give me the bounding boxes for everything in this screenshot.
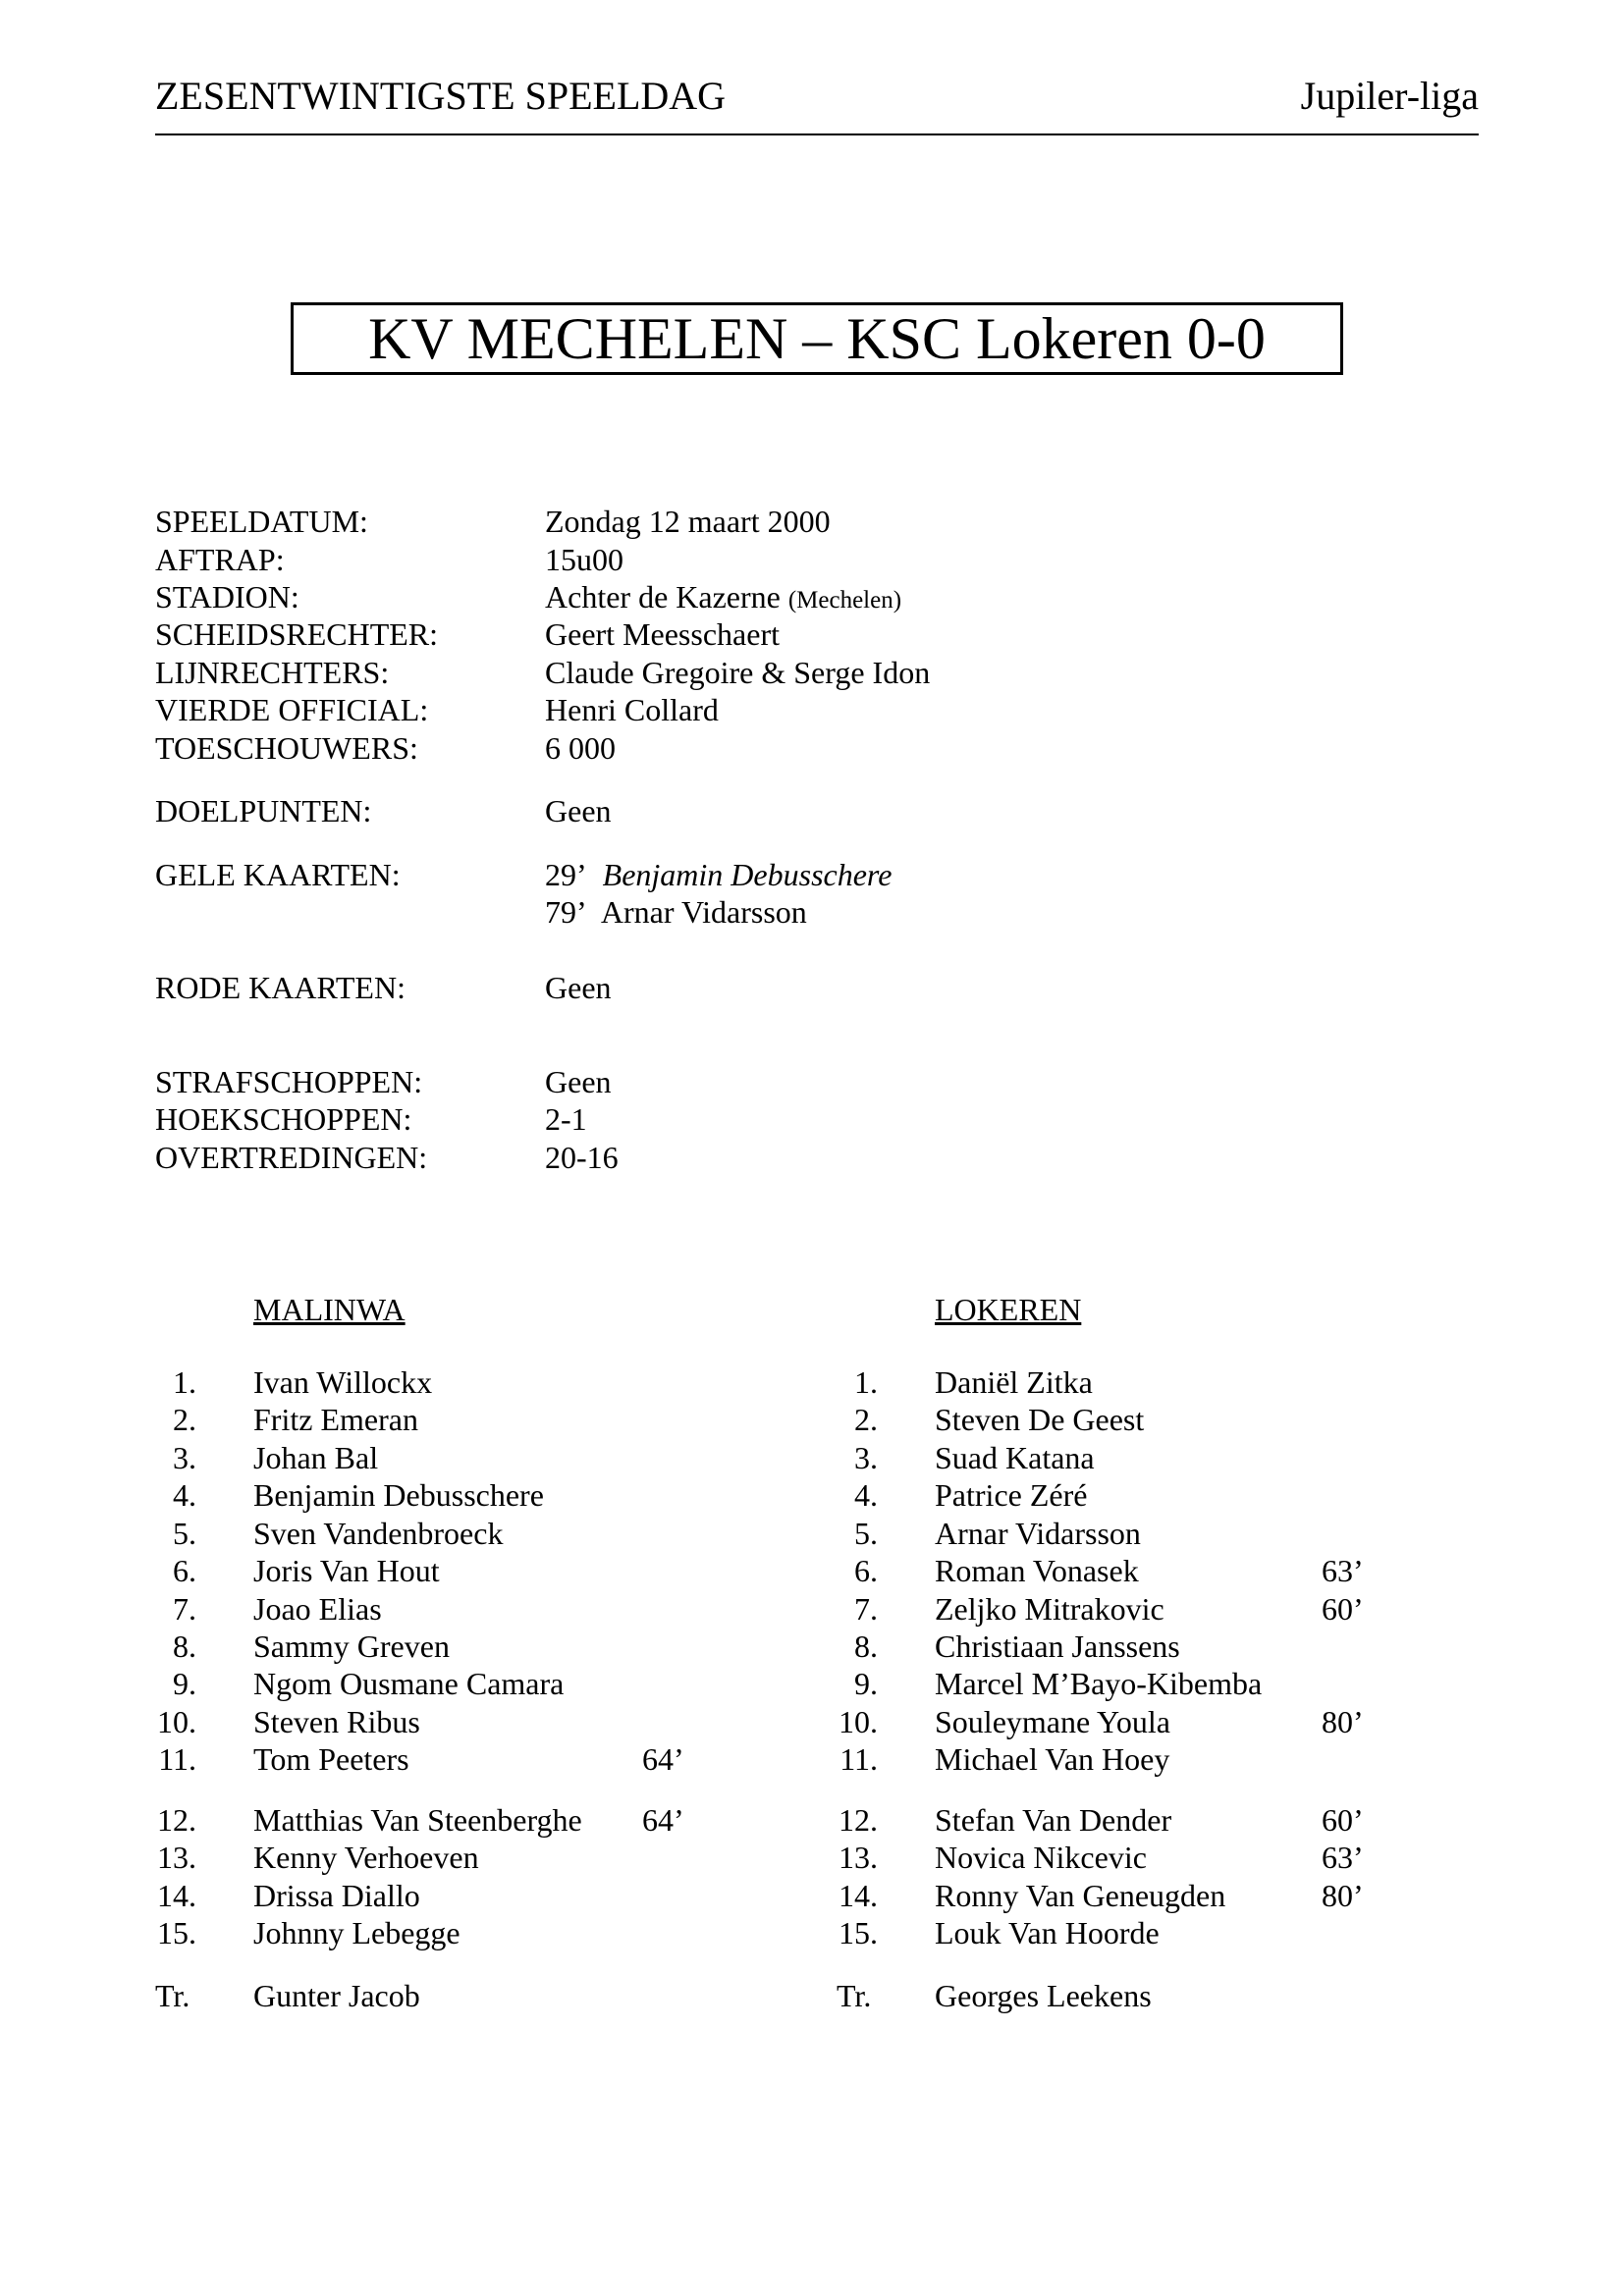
info-value: Zondag 12 maart 2000 xyxy=(545,504,831,539)
info-value: 6 000 xyxy=(545,730,616,766)
player-number: 10. xyxy=(839,1704,878,1739)
round-heading: ZESENTWINTIGSTE SPEELDAG xyxy=(155,74,727,118)
player-number: 1. xyxy=(173,1364,196,1400)
info-label: SPEELDATUM: xyxy=(155,504,368,539)
coach-name: Georges Leekens xyxy=(935,1978,1152,2013)
player-number: 15. xyxy=(157,1915,196,1950)
player-row xyxy=(0,1842,1624,1875)
player-number: 13. xyxy=(839,1840,878,1875)
stadium-name: Achter de Kazerne xyxy=(545,579,781,614)
player-number: 2. xyxy=(854,1402,878,1437)
player-name: Kenny Verhoeven xyxy=(253,1840,479,1875)
player-name: Benjamin Debusschere xyxy=(253,1477,544,1513)
match-title: KV MECHELEN – KSC Lokeren 0-0 xyxy=(368,306,1266,371)
yellow-card-1 xyxy=(545,859,892,890)
player-name: Roman Vonasek xyxy=(935,1553,1139,1588)
player-name: Fritz Emeran xyxy=(253,1402,418,1437)
info-label: RODE KAARTEN: xyxy=(155,970,406,1005)
player-number: 8. xyxy=(173,1629,196,1664)
player-number: 6. xyxy=(173,1553,196,1588)
player-number: 5. xyxy=(854,1516,878,1551)
player-number: 7. xyxy=(173,1591,196,1627)
player-row xyxy=(0,1880,1624,1913)
player-row xyxy=(0,1706,1624,1739)
team-name-home: MALINWA xyxy=(253,1292,406,1327)
player-name: Ronny Van Geneugden xyxy=(935,1878,1226,1913)
info-value: 15u00 xyxy=(545,542,623,577)
player-name: Steven Ribus xyxy=(253,1704,420,1739)
info-value: 2-1 xyxy=(545,1101,587,1137)
card-minute: 29’ xyxy=(545,857,587,892)
player-number: 15. xyxy=(839,1915,878,1950)
player-name: Suad Katana xyxy=(935,1440,1095,1475)
player-row xyxy=(0,1804,1624,1838)
team-name-away: LOKEREN xyxy=(935,1292,1082,1327)
yellow-card-2 xyxy=(545,896,807,928)
player-name: Joris Van Hout xyxy=(253,1553,440,1588)
player-name: Drissa Diallo xyxy=(253,1878,420,1913)
info-label: AFTRAP: xyxy=(155,542,285,577)
substitution-minute: 60’ xyxy=(1322,1591,1364,1627)
info-label: SCHEIDSRECHTER: xyxy=(155,616,439,652)
player-name: Tom Peeters xyxy=(253,1741,409,1777)
info-label: HOEKSCHOPPEN: xyxy=(155,1101,412,1137)
player-row xyxy=(0,1630,1624,1664)
player-number: 4. xyxy=(854,1477,878,1513)
player-row xyxy=(0,1479,1624,1513)
player-number: 8. xyxy=(854,1629,878,1664)
card-player: Arnar Vidarsson xyxy=(600,894,807,930)
player-row xyxy=(0,1593,1624,1627)
substitution-minute: 80’ xyxy=(1322,1704,1364,1739)
player-name: Marcel M’Bayo-Kibemba xyxy=(935,1666,1263,1701)
player-name: Zeljko Mitrakovic xyxy=(935,1591,1164,1627)
info-label: VIERDE OFFICIAL: xyxy=(155,692,429,727)
player-name: Stefan Van Dender xyxy=(935,1802,1172,1838)
player-number: 9. xyxy=(173,1666,196,1701)
player-row xyxy=(0,1442,1624,1475)
substitution-minute: 64’ xyxy=(642,1741,684,1777)
info-label: TOESCHOUWERS: xyxy=(155,730,418,766)
player-name: Arnar Vidarsson xyxy=(935,1516,1141,1551)
info-value: Geen xyxy=(545,970,612,1005)
player-row xyxy=(0,1366,1624,1400)
info-value: 20-16 xyxy=(545,1140,619,1175)
player-number: 2. xyxy=(173,1402,196,1437)
info-value: Henri Collard xyxy=(545,692,719,727)
player-number: 6. xyxy=(854,1553,878,1588)
coach-label: Tr. xyxy=(155,1978,190,2013)
player-number: 11. xyxy=(839,1741,878,1777)
coach-name: Gunter Jacob xyxy=(253,1978,420,2013)
substitution-minute: 80’ xyxy=(1322,1878,1364,1913)
info-value: Claude Gregoire & Serge Idon xyxy=(545,655,931,690)
substitution-minute: 63’ xyxy=(1322,1840,1364,1875)
player-number: 13. xyxy=(157,1840,196,1875)
player-number: 3. xyxy=(854,1440,878,1475)
player-row xyxy=(0,1917,1624,1950)
player-number: 12. xyxy=(839,1802,878,1838)
info-value: Geen xyxy=(545,1064,612,1099)
player-number: 5. xyxy=(173,1516,196,1551)
player-number: 10. xyxy=(157,1704,196,1739)
player-name: Souleymane Youla xyxy=(935,1704,1170,1739)
info-label: DOELPUNTEN: xyxy=(155,793,372,828)
player-number: 3. xyxy=(173,1440,196,1475)
info-value xyxy=(545,581,901,613)
player-name: Joao Elias xyxy=(253,1591,382,1627)
player-row xyxy=(0,1404,1624,1437)
coach-label: Tr. xyxy=(837,1978,872,2013)
info-label: GELE KAARTEN: xyxy=(155,857,401,892)
player-number: 14. xyxy=(157,1878,196,1913)
player-number: 12. xyxy=(157,1802,196,1838)
player-name: Louk Van Hoorde xyxy=(935,1915,1160,1950)
header-rule xyxy=(155,133,1479,135)
coach-row xyxy=(0,1980,1624,2013)
player-name: Christiaan Janssens xyxy=(935,1629,1180,1664)
card-minute: 79’ xyxy=(545,894,587,930)
player-number: 14. xyxy=(839,1878,878,1913)
info-label: STRAFSCHOPPEN: xyxy=(155,1064,423,1099)
info-label: LIJNRECHTERS: xyxy=(155,655,390,690)
player-name: Johnny Lebegge xyxy=(253,1915,460,1950)
player-row xyxy=(0,1668,1624,1701)
player-row xyxy=(0,1555,1624,1588)
player-name: Daniël Zitka xyxy=(935,1364,1093,1400)
card-player: Benjamin Debusschere xyxy=(602,857,893,892)
player-name: Sven Vandenbroeck xyxy=(253,1516,504,1551)
player-number: 9. xyxy=(854,1666,878,1701)
substitution-minute: 64’ xyxy=(642,1802,684,1838)
player-name: Michael Van Hoey xyxy=(935,1741,1170,1777)
player-name: Steven De Geest xyxy=(935,1402,1145,1437)
player-name: Novica Nikcevic xyxy=(935,1840,1147,1875)
substitution-minute: 63’ xyxy=(1322,1553,1364,1588)
player-row xyxy=(0,1518,1624,1551)
substitution-minute: 60’ xyxy=(1322,1802,1364,1838)
player-name: Johan Bal xyxy=(253,1440,379,1475)
match-title-box xyxy=(291,302,1343,375)
player-name: Sammy Greven xyxy=(253,1629,450,1664)
player-number: 11. xyxy=(158,1741,196,1777)
info-label: STADION: xyxy=(155,579,299,614)
player-name: Matthias Van Steenberghe xyxy=(253,1802,582,1838)
player-number: 7. xyxy=(854,1591,878,1627)
league-name: Jupiler-liga xyxy=(1300,74,1479,118)
player-row xyxy=(0,1743,1624,1777)
player-name: Patrice Zéré xyxy=(935,1477,1088,1513)
info-label: OVERTREDINGEN: xyxy=(155,1140,428,1175)
player-name: Ngom Ousmane Camara xyxy=(253,1666,565,1701)
player-number: 4. xyxy=(173,1477,196,1513)
player-number: 1. xyxy=(854,1364,878,1400)
player-name: Ivan Willockx xyxy=(253,1364,433,1400)
info-value: Geert Meesschaert xyxy=(545,616,780,652)
info-value: Geen xyxy=(545,793,612,828)
stadium-city: (Mechelen) xyxy=(787,587,902,614)
